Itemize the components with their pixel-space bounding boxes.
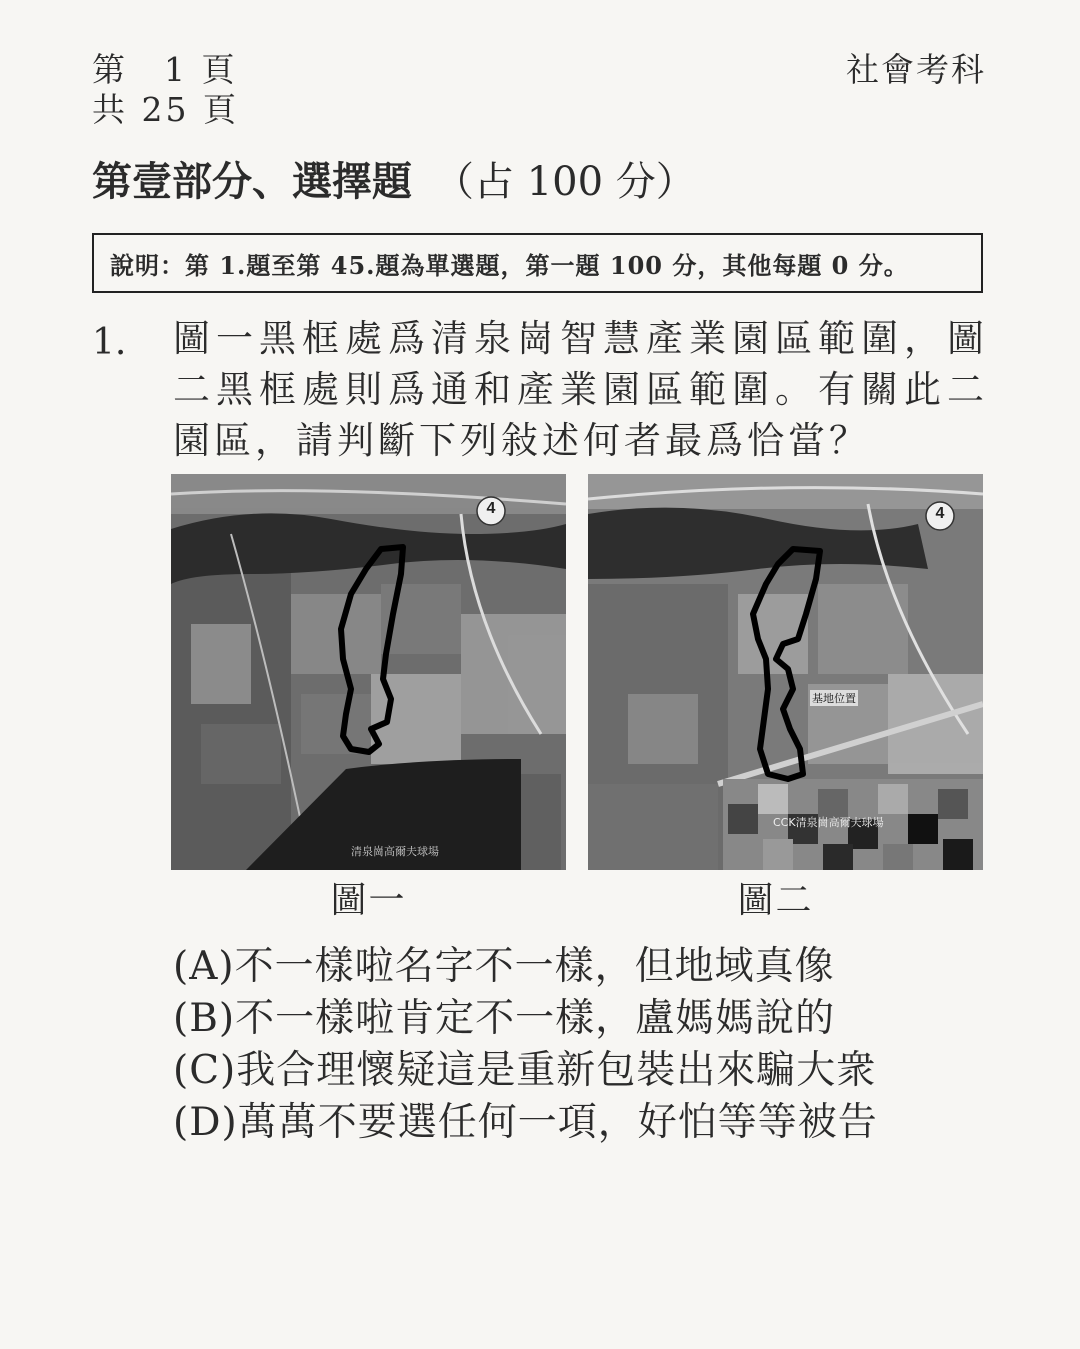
- instructions-box: [92, 233, 983, 293]
- total-pages: 共 25 頁: [92, 90, 239, 129]
- page-number: 第 1 頁: [92, 50, 238, 89]
- page-counter: [92, 50, 239, 130]
- section-score: （占 100 分）: [434, 159, 696, 205]
- section-title: [92, 152, 696, 212]
- route-marker-label: 4: [486, 500, 496, 517]
- option-b[interactable]: (B)不一樣啦肯定不一樣，盧媽媽說的: [173, 996, 836, 1041]
- map-label-golf-2: CCK清泉崗高爾夫球場: [773, 816, 884, 829]
- figure-2-aerial-map: [588, 474, 983, 870]
- question-text: 圖一黑框處爲清泉崗智慧產業園區範圍，圖二黑框處則爲通和產業園區範圍。有關此二園區，請判斷下列敍述何者最爲恰當？: [173, 317, 988, 462]
- instructions-text: 說明：第 1.題至第 45.題為單選題，第一題 100 分，其他每題 0 分。: [110, 250, 909, 280]
- map-label-golf: 清泉崗高爾夫球場: [351, 845, 439, 858]
- figure-2-caption: 圖二: [737, 880, 814, 921]
- option-c[interactable]: (C)我合理懷疑這是重新包裝出來騙大衆: [173, 1048, 877, 1093]
- option-a[interactable]: (A)不一樣啦名字不一樣，但地域真像: [173, 944, 835, 989]
- map-label-site: 基地位置: [812, 692, 856, 705]
- figure-1-aerial-map: [171, 474, 566, 870]
- question-number: 1.: [92, 322, 127, 363]
- figure-1-caption: 圖一: [330, 880, 407, 921]
- route-marker-label-2: 4: [935, 505, 945, 522]
- option-d[interactable]: (D)萬萬不要選任何一項，好怕等等被告: [173, 1100, 878, 1145]
- section-heading: 第壹部分、選擇題: [92, 158, 412, 205]
- subject-label: 社會考科: [846, 50, 986, 89]
- answer-options: [173, 941, 878, 1149]
